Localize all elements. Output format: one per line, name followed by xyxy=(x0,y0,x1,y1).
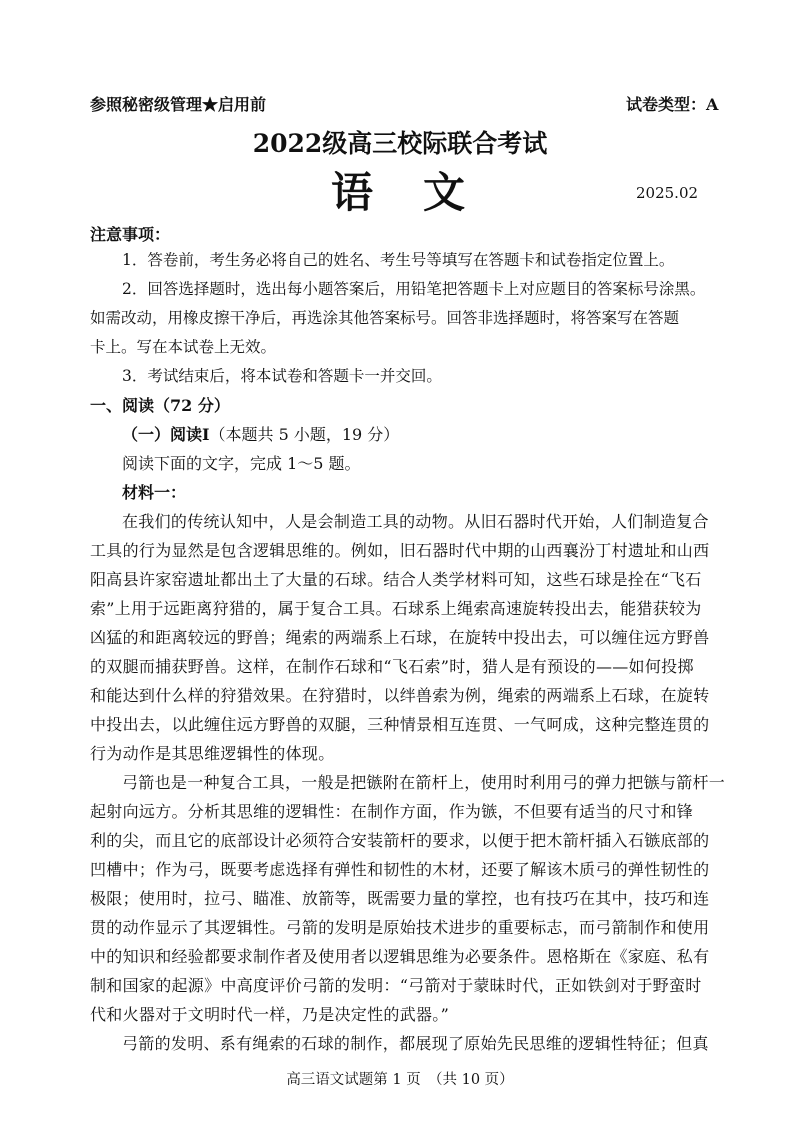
passage-line: 起射向远方。分析其思维的逻辑性：在制作方面，作为镞，不但要有适当的尺寸和锋 xyxy=(90,802,694,821)
confidential-label: 参照秘密级管理★启用前 xyxy=(90,95,267,114)
passage-line: 代和火器对于文明时代一样，乃是决定性的武器。” xyxy=(90,1005,450,1024)
exam-title: 2022级高三校际联合考试 xyxy=(252,129,548,158)
notice-line: 3．考试结束后，将本试卷和答题卡一并交回。 xyxy=(122,367,442,385)
material-label: 材料一： xyxy=(122,483,187,502)
page-footer: 高三语文试题第 1 页 （共 10 页） xyxy=(286,1072,514,1088)
passage-line: 制和国家的起源》中高度评价弓箭的发明：“弓箭对于蒙昧时代，正如铁剑对于野蛮时 xyxy=(90,976,702,995)
subsection-heading xyxy=(122,422,399,445)
notice-line: 如需改动，用橡皮擦干净后，再选涂其他答案标号。回答非选择题时，将答案写在答题 xyxy=(90,309,680,327)
passage-line: 的双腿而捕获野兽。这样，在制作石球和“飞石索”时，猎人是有预设的——如何投掷 xyxy=(90,657,694,676)
notice-heading: 注意事项： xyxy=(90,225,171,244)
passage-line: 行为动作是其思维逻辑性的体现。 xyxy=(90,744,335,763)
notice-line: 1．答卷前，考生务必将自己的姓名、考生号等填写在答题卡和试卷指定位置上。 xyxy=(122,251,675,269)
passage-line: 极限；使用时，拉弓、瞄准、放箭等，既需要力量的掌控，也有技巧在其中，技巧和连 xyxy=(90,889,710,908)
passage-line: 中的知识和经验都要求制作者及使用者以逻辑思维为必要条件。恩格斯在《家庭、私有 xyxy=(90,947,710,966)
passage-line: 凶猛的和距离较远的野兽；绳索的两端系上石球，在旋转中投出去，可以缠住远方野兽 xyxy=(90,628,710,647)
exam-date: 2025.02 xyxy=(636,184,699,202)
instruction-text: 阅读下面的文字，完成 1～5 题。 xyxy=(122,454,361,473)
passage-line: 索”上用于远距离狩猎的，属于复合工具。石球系上绳索高速旋转投出去，能猎获较为 xyxy=(90,599,702,618)
passage-line: 利的尖，而且它的底部设计必须符合安装箭杆的要求，以便于把木箭杆插入石镞底部的 xyxy=(90,831,710,850)
passage-line: 弓箭的发明、系有绳索的石球的制作，都展现了原始先民思维的逻辑性特征；但真 xyxy=(122,1034,709,1053)
passage-line: 中投出去，以此缠住远方野兽的双腿，三种情景相互连贯、一气呵成，这种完整连贯的 xyxy=(90,715,710,734)
passage-line: 和能达到什么样的狩猎效果。在狩猎时，以绊兽索为例，绳索的两端系上石球，在旋转 xyxy=(90,686,710,705)
passage-line: 弓箭也是一种复合工具，一般是把镞附在箭杆上，使用时利用弓的弹力把镞与箭杆一 xyxy=(122,773,726,792)
subsection-note: （本题共 5 小题，19 分） xyxy=(209,425,400,444)
subject-title: 语 文 xyxy=(330,168,469,217)
passage-line: 工具的行为显然是包含逻辑思维的。例如，旧石器时代中期的山西襄汾丁村遗址和山西 xyxy=(90,541,710,560)
passage-line: 在我们的传统认知中，人是会制造工具的动物。从旧石器时代开始，人们制造复合 xyxy=(122,512,709,531)
notice-line: 2．回答选择题时，选出每小题答案后，用铅笔把答题卡上对应题目的答案标号涂黑。 xyxy=(122,280,706,298)
passage-line: 贯的动作显示了其逻辑性。弓箭的发明是原始技术进步的重要标志，而弓箭制作和使用 xyxy=(90,918,710,937)
passage-line: 阳高县许家窑遗址都出土了大量的石球。结合人类学材料可知，这些石球是拴在“飞石 xyxy=(90,570,702,589)
notice-line: 卡上。写在本试卷上无效。 xyxy=(90,338,277,356)
passage-line: 凹槽中；作为弓，既要考虑选择有弹性和韧性的木材，还要了解该木质弓的弹性韧性的 xyxy=(90,860,710,879)
paper-type-label: 试卷类型：A xyxy=(626,95,719,114)
subsection-title: （一）阅读Ⅰ xyxy=(122,425,210,444)
section-heading: 一、阅读（72 分） xyxy=(90,396,230,415)
